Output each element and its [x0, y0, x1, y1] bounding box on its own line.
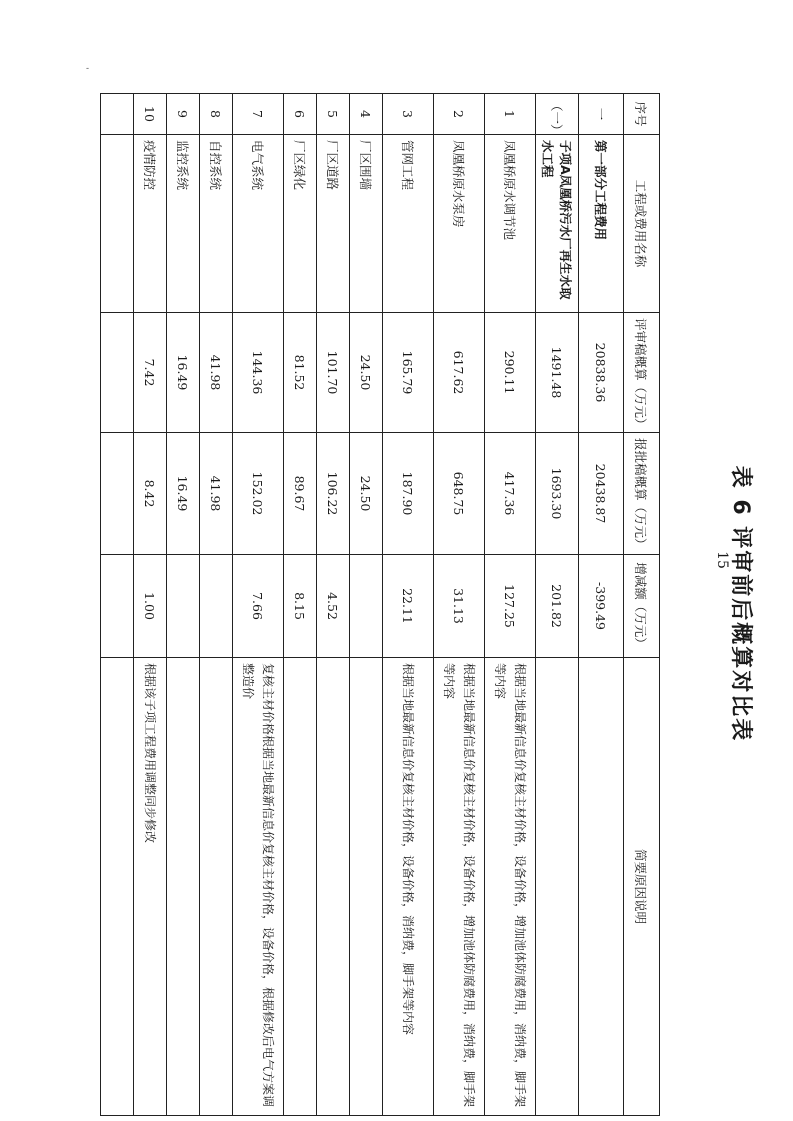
cell-seq: 3 — [383, 94, 434, 135]
cell-seq: 9 — [167, 94, 200, 135]
cell-seq: 8 — [200, 94, 233, 135]
header-review-estimate: 评审稿概算（万元） — [624, 313, 660, 433]
cell-name — [101, 135, 134, 313]
cell-diff: 31.13 — [434, 555, 485, 658]
cell-review — [101, 313, 134, 433]
cell-reason — [579, 658, 624, 1116]
cell-submit: 41.98 — [200, 433, 233, 555]
cell-review: 16.49 — [167, 313, 200, 433]
cell-name: 监控系统 — [167, 135, 200, 313]
cell-diff: 7.66 — [233, 555, 284, 658]
cell-submit — [101, 433, 134, 555]
cell-name: 管网工程 — [383, 135, 434, 313]
table-row — [200, 94, 233, 1116]
table-row — [383, 94, 434, 1116]
table-row — [317, 94, 350, 1116]
cell-diff: 127.25 — [485, 555, 536, 658]
cell-reason — [317, 658, 350, 1116]
cell-review: 165.79 — [383, 313, 434, 433]
cell-reason — [536, 658, 579, 1116]
cell-submit: 8.42 — [134, 433, 167, 555]
cell-reason: 根据当地最新信息价复核主材价格，设备价格，增加池体防腐费用，消纳费，脚手架等内容 — [434, 658, 485, 1116]
table-row — [134, 94, 167, 1116]
cell-reason — [101, 658, 134, 1116]
cell-name: 厂区绿化 — [284, 135, 317, 313]
table-row — [101, 94, 134, 1116]
header-difference: 增减额（万元） — [624, 555, 660, 658]
cell-seq: 5 — [317, 94, 350, 135]
cell-seq: 4 — [350, 94, 383, 135]
table-row — [485, 94, 536, 1116]
cell-seq: 6 — [284, 94, 317, 135]
scan-mark: - — [86, 64, 90, 74]
table-row — [350, 94, 383, 1116]
cell-submit: 89.67 — [284, 433, 317, 555]
cell-reason: 复核主材价格根据当地最新信息价复核主材价格，设备价格，根据修改后电气方案调整造价 — [233, 658, 284, 1116]
cell-review: 7.42 — [134, 313, 167, 433]
cell-review: 41.98 — [200, 313, 233, 433]
cell-review: 20838.36 — [579, 313, 624, 433]
cell-submit: 106.22 — [317, 433, 350, 555]
cell-reason: 根据该子项工程费用调整同步修改 — [134, 658, 167, 1116]
table-row — [167, 94, 200, 1116]
cell-seq: 1 — [485, 94, 536, 135]
header-submit-estimate: 报批稿概算（万元） — [624, 433, 660, 555]
cell-diff — [350, 555, 383, 658]
cell-diff — [101, 555, 134, 658]
cell-name: 疫情防控 — [134, 135, 167, 313]
rotated-page — [110, 93, 753, 1115]
cell-name: 自控系统 — [200, 135, 233, 313]
cell-seq: 一 — [579, 94, 624, 135]
table-caption: 表 6 评审前后概算对比表 — [728, 465, 753, 743]
table-row — [233, 94, 284, 1116]
cell-diff — [167, 555, 200, 658]
cell-name: 电气系统 — [233, 135, 284, 313]
cell-submit: 152.02 — [233, 433, 284, 555]
cell-submit: 24.50 — [350, 433, 383, 555]
cell-name: 厂区道路 — [317, 135, 350, 313]
cell-review: 1491.48 — [536, 313, 579, 433]
cell-name: 厂区围墙 — [350, 135, 383, 313]
table-row — [434, 94, 485, 1116]
cell-reason — [200, 658, 233, 1116]
cell-submit: 648.75 — [434, 433, 485, 555]
cell-review: 144.36 — [233, 313, 284, 433]
cell-submit: 417.36 — [485, 433, 536, 555]
cell-diff: 22.11 — [383, 555, 434, 658]
cell-name: 凤凰桥原水泵房 — [434, 135, 485, 313]
cell-review: 617.62 — [434, 313, 485, 433]
budget-comparison-table — [100, 93, 660, 1116]
cell-reason — [167, 658, 200, 1116]
table-row — [536, 94, 579, 1116]
cell-review: 290.11 — [485, 313, 536, 433]
cell-name: 凤凰桥原水调节池 — [485, 135, 536, 313]
cell-diff: 8.15 — [284, 555, 317, 658]
page-number: 15 — [714, 551, 730, 569]
cell-seq: （一） — [536, 94, 579, 135]
cell-diff: 1.00 — [134, 555, 167, 658]
cell-diff: 201.82 — [536, 555, 579, 658]
cell-reason: 根据当地最新信息价复核主材价格，设备价格，消纳费，脚手架等内容 — [383, 658, 434, 1116]
header-seq: 序号 — [624, 94, 660, 135]
cell-submit: 187.90 — [383, 433, 434, 555]
cell-seq: 7 — [233, 94, 284, 135]
header-reason: 简要原因说明 — [624, 658, 660, 1116]
cell-seq: 10 — [134, 94, 167, 135]
cell-diff: -399.49 — [579, 555, 624, 658]
cell-diff: 4.52 — [317, 555, 350, 658]
cell-name: 第一部分工程费用 — [579, 135, 624, 313]
cell-review: 101.70 — [317, 313, 350, 433]
cell-reason — [350, 658, 383, 1116]
cell-diff — [200, 555, 233, 658]
cell-submit: 20438.87 — [579, 433, 624, 555]
cell-submit: 16.49 — [167, 433, 200, 555]
cell-seq — [101, 94, 134, 135]
cell-reason — [284, 658, 317, 1116]
table-row — [284, 94, 317, 1116]
table-header-row — [624, 94, 660, 1116]
cell-review: 24.50 — [350, 313, 383, 433]
cell-submit: 1693.30 — [536, 433, 579, 555]
cell-reason: 根据当地最新信息价复核主材价格，设备价格，增加池体防腐费用，消纳费，脚手架等内容 — [485, 658, 536, 1116]
header-name: 工程或费用名称 — [624, 135, 660, 313]
table-row — [579, 94, 624, 1116]
cell-review: 81.52 — [284, 313, 317, 433]
cell-seq: 2 — [434, 94, 485, 135]
cell-name: 子项A凤凰桥污水厂再生水取水工程 — [536, 135, 579, 313]
